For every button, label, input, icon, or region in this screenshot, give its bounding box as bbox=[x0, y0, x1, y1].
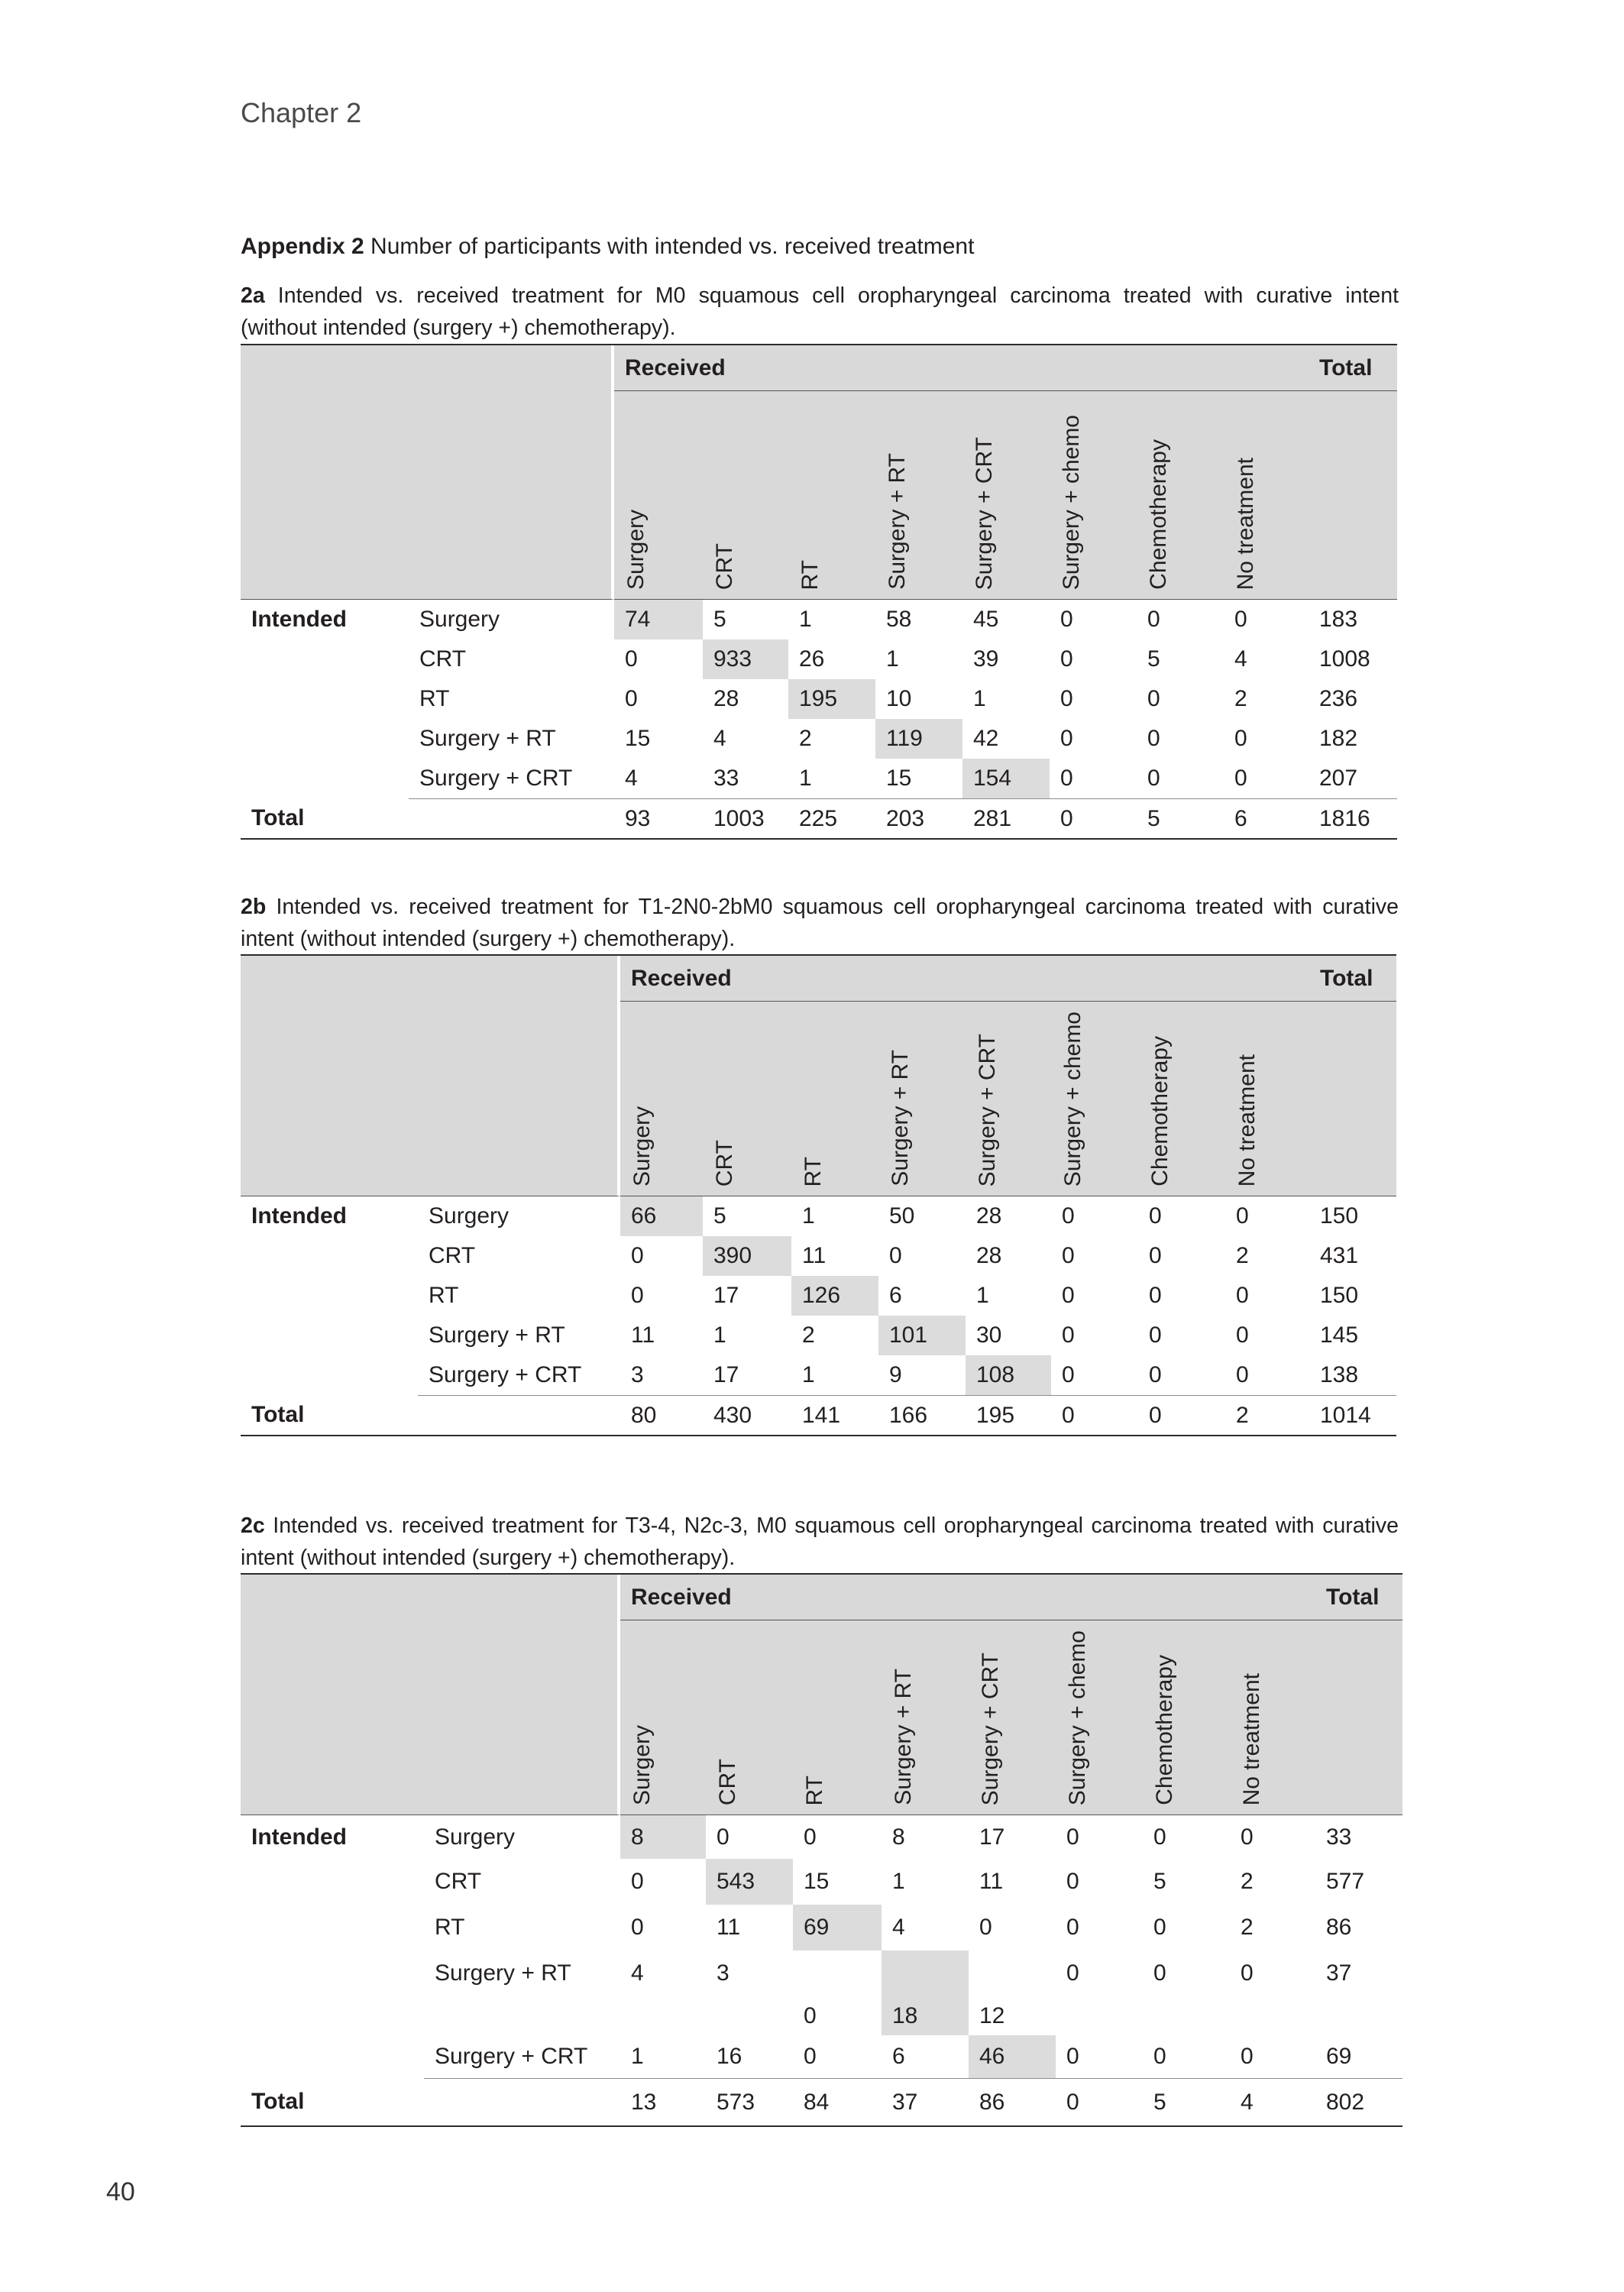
table-cell: 1 bbox=[799, 607, 812, 632]
page-number: 40 bbox=[106, 2177, 135, 2206]
total-row-label: Total bbox=[251, 2089, 305, 2114]
received-header: Received bbox=[620, 1575, 1315, 1620]
table-cell: 4 bbox=[713, 726, 726, 751]
caption-text: Intended vs. received treatment for T3-4, N2c-3, M0 squamous cell oropharyngeal carcinoma treated with curative bbox=[273, 1513, 1399, 1538]
table-cell: 0 bbox=[1234, 726, 1247, 751]
column-header: Chemotherapy bbox=[1146, 439, 1171, 590]
header-corner bbox=[241, 345, 614, 600]
table-cell: 18 bbox=[882, 1996, 969, 2035]
column-header-cell bbox=[1050, 391, 1137, 600]
total-cell: 0 bbox=[1050, 798, 1137, 838]
column-header: Surgery + chemo bbox=[1065, 1630, 1090, 1805]
table-cell: 46 bbox=[969, 2035, 1056, 2078]
table-cell: 45 bbox=[973, 607, 999, 632]
column-header-cell bbox=[703, 1002, 791, 1196]
caption-line: intent (without intended (surgery +) chemotherapy). bbox=[241, 927, 736, 951]
row-label: Surgery bbox=[419, 607, 500, 632]
total-header-blank bbox=[1309, 1002, 1396, 1196]
received-header: Received bbox=[620, 956, 1309, 1002]
table-cell: 195 bbox=[788, 679, 875, 719]
table-2c bbox=[241, 1573, 1402, 2127]
total-cell: 2 bbox=[1225, 1395, 1309, 1435]
row-label: RT bbox=[429, 1283, 459, 1308]
column-header-cell bbox=[1138, 1002, 1225, 1196]
total-cell: 5 bbox=[1137, 798, 1224, 838]
table-cell: 183 bbox=[1319, 607, 1358, 632]
table-cell: 42 bbox=[973, 726, 999, 751]
caption-text: Intended vs. received treatment for M0 squamous cell oropharyngeal carcinoma treated with curative intent bbox=[277, 283, 1399, 308]
table-cell: 0 bbox=[1066, 1960, 1079, 1986]
table-cell: 207 bbox=[1319, 766, 1358, 791]
table-cell: 33 bbox=[713, 766, 739, 791]
total-cell: 0 bbox=[1056, 2078, 1143, 2125]
table-cell: 15 bbox=[625, 726, 651, 751]
column-header-cell bbox=[1225, 1002, 1309, 1196]
table-cell: 74 bbox=[614, 600, 703, 639]
table-cell: 0 bbox=[1062, 1283, 1075, 1308]
table-cell: 0 bbox=[717, 1824, 730, 1850]
table-cell: 0 bbox=[1062, 1322, 1075, 1348]
row-label: Surgery + RT bbox=[429, 1322, 565, 1348]
total-cell: 281 bbox=[962, 798, 1050, 838]
table-cell: 145 bbox=[1320, 1322, 1359, 1348]
total-header: Total bbox=[1309, 956, 1396, 1002]
table-cell: 138 bbox=[1320, 1362, 1359, 1387]
table-cell: 1 bbox=[973, 686, 986, 711]
table-cell: 0 bbox=[1062, 1243, 1075, 1268]
table-cell: 5 bbox=[1147, 646, 1160, 672]
column-header-cell bbox=[882, 1620, 969, 1815]
table-cell: 5 bbox=[713, 607, 726, 632]
table-cell: 126 bbox=[791, 1276, 878, 1316]
table-cell: 0 bbox=[1066, 1915, 1079, 1940]
row-label bbox=[424, 1996, 620, 2035]
table-cell: 0 bbox=[1236, 1362, 1249, 1387]
table-cell: 12 bbox=[979, 2002, 1005, 2028]
column-header: Surgery bbox=[629, 1724, 655, 1805]
column-header: Chemotherapy bbox=[1147, 1036, 1173, 1186]
table-cell: 0 bbox=[1147, 726, 1160, 751]
table-cell: 0 bbox=[1062, 1362, 1075, 1387]
table-cell: 4 bbox=[625, 766, 638, 791]
total-cell: 84 bbox=[793, 2078, 882, 2125]
caption-line: (without intended (surgery +) chemotherapy). bbox=[241, 316, 676, 340]
table-cell: 15 bbox=[804, 1869, 830, 1894]
table-cell: 9 bbox=[889, 1362, 902, 1387]
total-cell: 430 bbox=[703, 1395, 791, 1435]
table-cell: 58 bbox=[886, 607, 912, 632]
table-cell: 0 bbox=[1060, 726, 1073, 751]
column-header-cell bbox=[788, 391, 875, 600]
total-cell: 93 bbox=[614, 798, 703, 838]
total-cell: 4 bbox=[1230, 2078, 1315, 2125]
table-cell bbox=[1230, 1996, 1315, 2035]
column-header: Surgery + RT bbox=[891, 1669, 916, 1805]
table-cell bbox=[882, 1950, 969, 1996]
table-cell: 0 bbox=[1066, 1869, 1079, 1894]
total-cell: 80 bbox=[620, 1395, 703, 1435]
table-cell: 0 bbox=[631, 1243, 644, 1268]
table-cell: 0 bbox=[625, 646, 638, 672]
table-cell: 11 bbox=[631, 1322, 655, 1348]
table-cell: 0 bbox=[979, 1915, 992, 1940]
column-header-cell bbox=[1230, 1620, 1315, 1815]
total-header: Total bbox=[1309, 345, 1397, 391]
column-header-cell bbox=[969, 1620, 1056, 1815]
column-header: Chemotherapy bbox=[1152, 1655, 1177, 1805]
table-cell: 11 bbox=[979, 1869, 1004, 1894]
table-cell: 1 bbox=[976, 1283, 989, 1308]
table-cell: 15 bbox=[886, 766, 912, 791]
table-cell bbox=[706, 1996, 793, 2035]
column-header: CRT bbox=[715, 1758, 740, 1805]
column-header: No treatment bbox=[1234, 1054, 1260, 1186]
table-cell: 933 bbox=[703, 639, 788, 679]
table-cell bbox=[620, 1996, 706, 2035]
column-header-cell bbox=[620, 1620, 706, 1815]
column-header-cell bbox=[875, 391, 962, 600]
table-cell: 28 bbox=[976, 1203, 1002, 1229]
total-cell: 6 bbox=[1224, 798, 1309, 838]
total-cell: 802 bbox=[1315, 2078, 1402, 2125]
table-cell: 3 bbox=[717, 1960, 730, 1986]
table-cell: 0 bbox=[625, 686, 638, 711]
column-header-cell bbox=[1056, 1620, 1143, 1815]
table-cell: 154 bbox=[962, 759, 1050, 798]
table-cell: 577 bbox=[1326, 1869, 1365, 1894]
total-row-spacer bbox=[409, 798, 614, 838]
caption-label: 2b bbox=[241, 895, 267, 919]
caption-2a bbox=[241, 280, 1399, 344]
column-header: No treatment bbox=[1233, 457, 1258, 590]
column-header: No treatment bbox=[1239, 1672, 1264, 1805]
table-cell: 0 bbox=[1066, 2044, 1079, 2069]
received-header: Received bbox=[614, 345, 1309, 391]
table-cell: 1008 bbox=[1319, 646, 1370, 672]
caption-2b bbox=[241, 891, 1399, 955]
column-header: RT bbox=[797, 559, 823, 590]
total-cell: 1816 bbox=[1309, 798, 1397, 838]
table-cell: 0 bbox=[1236, 1322, 1249, 1348]
table-cell: 108 bbox=[966, 1355, 1051, 1395]
table-cell: 0 bbox=[1060, 766, 1073, 791]
column-header-cell bbox=[1137, 391, 1224, 600]
table-cell: 17 bbox=[979, 1824, 1005, 1850]
column-header: Surgery + chemo bbox=[1059, 414, 1084, 590]
row-group-label: Intended bbox=[251, 1203, 347, 1229]
table-cell: 2 bbox=[1241, 1869, 1254, 1894]
caption-line bbox=[241, 1510, 1399, 1542]
row-label: Surgery + RT bbox=[419, 726, 556, 751]
column-header: RT bbox=[801, 1156, 826, 1186]
table-cell: 0 bbox=[631, 1283, 644, 1308]
table-cell: 0 bbox=[1236, 1283, 1249, 1308]
table-cell: 69 bbox=[1326, 2044, 1352, 2069]
column-header-cell bbox=[791, 1002, 878, 1196]
table-cell: 2 bbox=[1241, 1915, 1254, 1940]
table-cell: 5 bbox=[713, 1203, 726, 1229]
total-cell: 1003 bbox=[703, 798, 788, 838]
table-cell: 0 bbox=[1153, 1824, 1166, 1850]
total-cell: 166 bbox=[878, 1395, 966, 1435]
table-cell: 39 bbox=[973, 646, 999, 672]
table-cell: 37 bbox=[1326, 1960, 1352, 1986]
table-cell: 17 bbox=[713, 1362, 739, 1387]
row-label: Surgery + RT bbox=[435, 1960, 571, 1986]
table-cell: 0 bbox=[1153, 1915, 1166, 1940]
caption-label: 2a bbox=[241, 283, 265, 308]
caption-line: intent (without intended (surgery +) chemotherapy). bbox=[241, 1546, 736, 1570]
row-group-label: Intended bbox=[251, 607, 347, 632]
column-header-cell bbox=[620, 1002, 703, 1196]
caption-label: 2c bbox=[241, 1513, 265, 1538]
table-cell: 10 bbox=[886, 686, 912, 711]
table-cell: 0 bbox=[631, 1915, 644, 1940]
table-cell: 0 bbox=[1153, 2044, 1166, 2069]
table-2b bbox=[241, 954, 1396, 1436]
table-cell: 0 bbox=[1060, 646, 1073, 672]
table-cell: 86 bbox=[1326, 1915, 1352, 1940]
table-cell: 66 bbox=[620, 1196, 703, 1236]
table-cell: 0 bbox=[1147, 686, 1160, 711]
table-cell: 28 bbox=[976, 1243, 1002, 1268]
table-cell: 0 bbox=[1149, 1203, 1162, 1229]
table-cell: 0 bbox=[1149, 1283, 1162, 1308]
total-header-blank bbox=[1315, 1620, 1402, 1815]
caption-line bbox=[241, 280, 1399, 312]
column-header-cell bbox=[614, 391, 703, 600]
total-header-blank bbox=[1309, 391, 1397, 600]
table-cell: 1 bbox=[886, 646, 899, 672]
table-cell: 0 bbox=[1149, 1322, 1162, 1348]
table-cell: 2 bbox=[802, 1322, 815, 1348]
table-cell: 0 bbox=[1241, 1960, 1254, 1986]
column-header: Surgery bbox=[629, 1106, 655, 1186]
table-cell: 0 bbox=[1153, 1960, 1166, 1986]
table-cell: 1 bbox=[892, 1869, 905, 1894]
table-cell: 0 bbox=[1234, 607, 1247, 632]
table-cell: 0 bbox=[1147, 607, 1160, 632]
total-cell: 195 bbox=[966, 1395, 1051, 1435]
column-header-cell bbox=[962, 391, 1050, 600]
table-cell: 2 bbox=[799, 726, 812, 751]
table-cell: 390 bbox=[703, 1236, 791, 1276]
table-cell: 4 bbox=[892, 1915, 905, 1940]
table-cell: 431 bbox=[1320, 1243, 1359, 1268]
table-cell: 543 bbox=[706, 1859, 793, 1905]
table-cell: 0 bbox=[1060, 686, 1073, 711]
table-cell: 0 bbox=[1236, 1203, 1249, 1229]
header-corner bbox=[241, 1575, 620, 1815]
row-label: CRT bbox=[429, 1243, 476, 1268]
table-cell: 8 bbox=[892, 1824, 905, 1850]
appendix-title bbox=[241, 231, 974, 263]
row-label: RT bbox=[419, 686, 450, 711]
row-label: CRT bbox=[419, 646, 467, 672]
table-cell: 0 bbox=[889, 1243, 902, 1268]
column-header: Surgery + CRT bbox=[975, 1033, 1000, 1186]
caption-text: Intended vs. received treatment for T1-2N0-2bM0 squamous cell oropharyngeal carcinoma treated with curative bbox=[276, 895, 1399, 919]
column-header-cell bbox=[703, 391, 788, 600]
table-cell: 11 bbox=[717, 1915, 741, 1940]
table-cell bbox=[969, 1950, 1056, 1996]
table-cell: 150 bbox=[1320, 1203, 1359, 1229]
column-header-cell bbox=[793, 1620, 882, 1815]
table-cell bbox=[793, 1950, 882, 1996]
table-cell: 236 bbox=[1319, 686, 1358, 711]
column-header: Surgery bbox=[623, 509, 649, 590]
appendix-label: Appendix 2 bbox=[241, 234, 364, 259]
table-cell: 0 bbox=[1066, 1824, 1079, 1850]
table-cell: 33 bbox=[1326, 1824, 1352, 1850]
row-label: CRT bbox=[435, 1869, 482, 1894]
table-cell: 6 bbox=[889, 1283, 902, 1308]
table-cell: 26 bbox=[799, 646, 825, 672]
total-cell: 13 bbox=[620, 2078, 706, 2125]
table-cell: 5 bbox=[1153, 1869, 1166, 1894]
column-header-cell bbox=[1224, 391, 1309, 600]
table-cell bbox=[1315, 1996, 1402, 2035]
column-header: CRT bbox=[712, 542, 737, 590]
total-cell: 1014 bbox=[1309, 1395, 1396, 1435]
table-cell: 1 bbox=[802, 1362, 815, 1387]
row-label: RT bbox=[435, 1915, 465, 1940]
total-row-label: Total bbox=[251, 805, 305, 830]
total-cell: 203 bbox=[875, 798, 962, 838]
table-cell: 2 bbox=[1234, 686, 1247, 711]
total-row-spacer bbox=[418, 1395, 620, 1435]
table-2a bbox=[241, 344, 1397, 840]
row-label: Surgery + CRT bbox=[435, 2044, 588, 2069]
caption-2c bbox=[241, 1510, 1399, 1574]
table-cell: 0 bbox=[804, 2044, 817, 2069]
table-cell: 1 bbox=[631, 2044, 644, 2069]
table-cell: 30 bbox=[976, 1322, 1002, 1348]
table-cell: 4 bbox=[631, 1960, 644, 1986]
column-header: Surgery + chemo bbox=[1060, 1011, 1085, 1186]
table-cell: 1 bbox=[799, 766, 812, 791]
column-header-cell bbox=[1143, 1620, 1230, 1815]
table-cell: 16 bbox=[717, 2044, 742, 2069]
table-cell: 119 bbox=[875, 719, 962, 759]
table-cell: 69 bbox=[793, 1905, 882, 1950]
row-label: Surgery bbox=[429, 1203, 510, 1229]
table-cell: 101 bbox=[878, 1316, 966, 1355]
table-cell: 11 bbox=[802, 1243, 827, 1268]
table-cell: 182 bbox=[1319, 726, 1358, 751]
total-cell: 141 bbox=[791, 1395, 878, 1435]
column-header: RT bbox=[802, 1775, 827, 1805]
table-cell: 50 bbox=[889, 1203, 915, 1229]
column-header: Surgery + RT bbox=[885, 453, 910, 590]
table-cell: 1 bbox=[802, 1203, 815, 1229]
column-header-cell bbox=[878, 1002, 966, 1196]
table-cell bbox=[1056, 1996, 1143, 2035]
table-cell: 0 bbox=[1241, 1824, 1254, 1850]
table-cell: 0 bbox=[631, 1869, 644, 1894]
total-cell: 225 bbox=[788, 798, 875, 838]
table-cell: 8 bbox=[620, 1815, 706, 1859]
column-header-cell bbox=[1051, 1002, 1138, 1196]
table-cell: 3 bbox=[631, 1362, 644, 1387]
table-cell bbox=[1143, 1996, 1230, 2035]
table-cell: 0 bbox=[804, 1824, 817, 1850]
table-cell: 17 bbox=[713, 1283, 739, 1308]
column-header: Surgery + CRT bbox=[978, 1652, 1003, 1805]
table-cell: 0 bbox=[1149, 1362, 1162, 1387]
row-group-label: Intended bbox=[251, 1824, 347, 1850]
table-cell: 0 bbox=[1060, 607, 1073, 632]
total-cell: 37 bbox=[882, 2078, 969, 2125]
appendix-title-text: Number of participants with intended vs. received treatment bbox=[370, 234, 975, 259]
table-cell: 0 bbox=[1234, 766, 1247, 791]
table-cell: 1 bbox=[713, 1322, 726, 1348]
total-cell: 5 bbox=[1143, 2078, 1230, 2125]
column-header: CRT bbox=[712, 1139, 737, 1186]
table-cell: 0 bbox=[804, 2002, 817, 2028]
total-row-spacer bbox=[424, 2078, 620, 2125]
table-cell: 6 bbox=[892, 2044, 905, 2069]
table-cell: 150 bbox=[1320, 1283, 1359, 1308]
row-label: Surgery bbox=[435, 1824, 516, 1850]
total-header: Total bbox=[1315, 1575, 1402, 1620]
table-cell: 0 bbox=[1241, 2044, 1254, 2069]
running-head: Chapter 2 bbox=[241, 97, 362, 128]
row-label: Surgery + CRT bbox=[419, 766, 573, 791]
total-row-label: Total bbox=[251, 1402, 305, 1427]
total-cell: 0 bbox=[1051, 1395, 1138, 1435]
row-label: Surgery + CRT bbox=[429, 1362, 582, 1387]
column-header-cell bbox=[966, 1002, 1051, 1196]
column-header: Surgery + CRT bbox=[972, 436, 997, 590]
total-cell: 573 bbox=[706, 2078, 793, 2125]
total-cell: 0 bbox=[1138, 1395, 1225, 1435]
table-cell: 2 bbox=[1236, 1243, 1249, 1268]
table-cell: 4 bbox=[1234, 646, 1247, 672]
table-cell: 28 bbox=[713, 686, 739, 711]
table-cell: 0 bbox=[1149, 1243, 1162, 1268]
caption-line bbox=[241, 891, 1399, 923]
column-header: Surgery + RT bbox=[888, 1050, 913, 1186]
total-cell: 86 bbox=[969, 2078, 1056, 2125]
column-header-cell bbox=[706, 1620, 793, 1815]
table-cell: 0 bbox=[1062, 1203, 1075, 1229]
header-corner bbox=[241, 956, 620, 1196]
table-cell: 0 bbox=[1147, 766, 1160, 791]
